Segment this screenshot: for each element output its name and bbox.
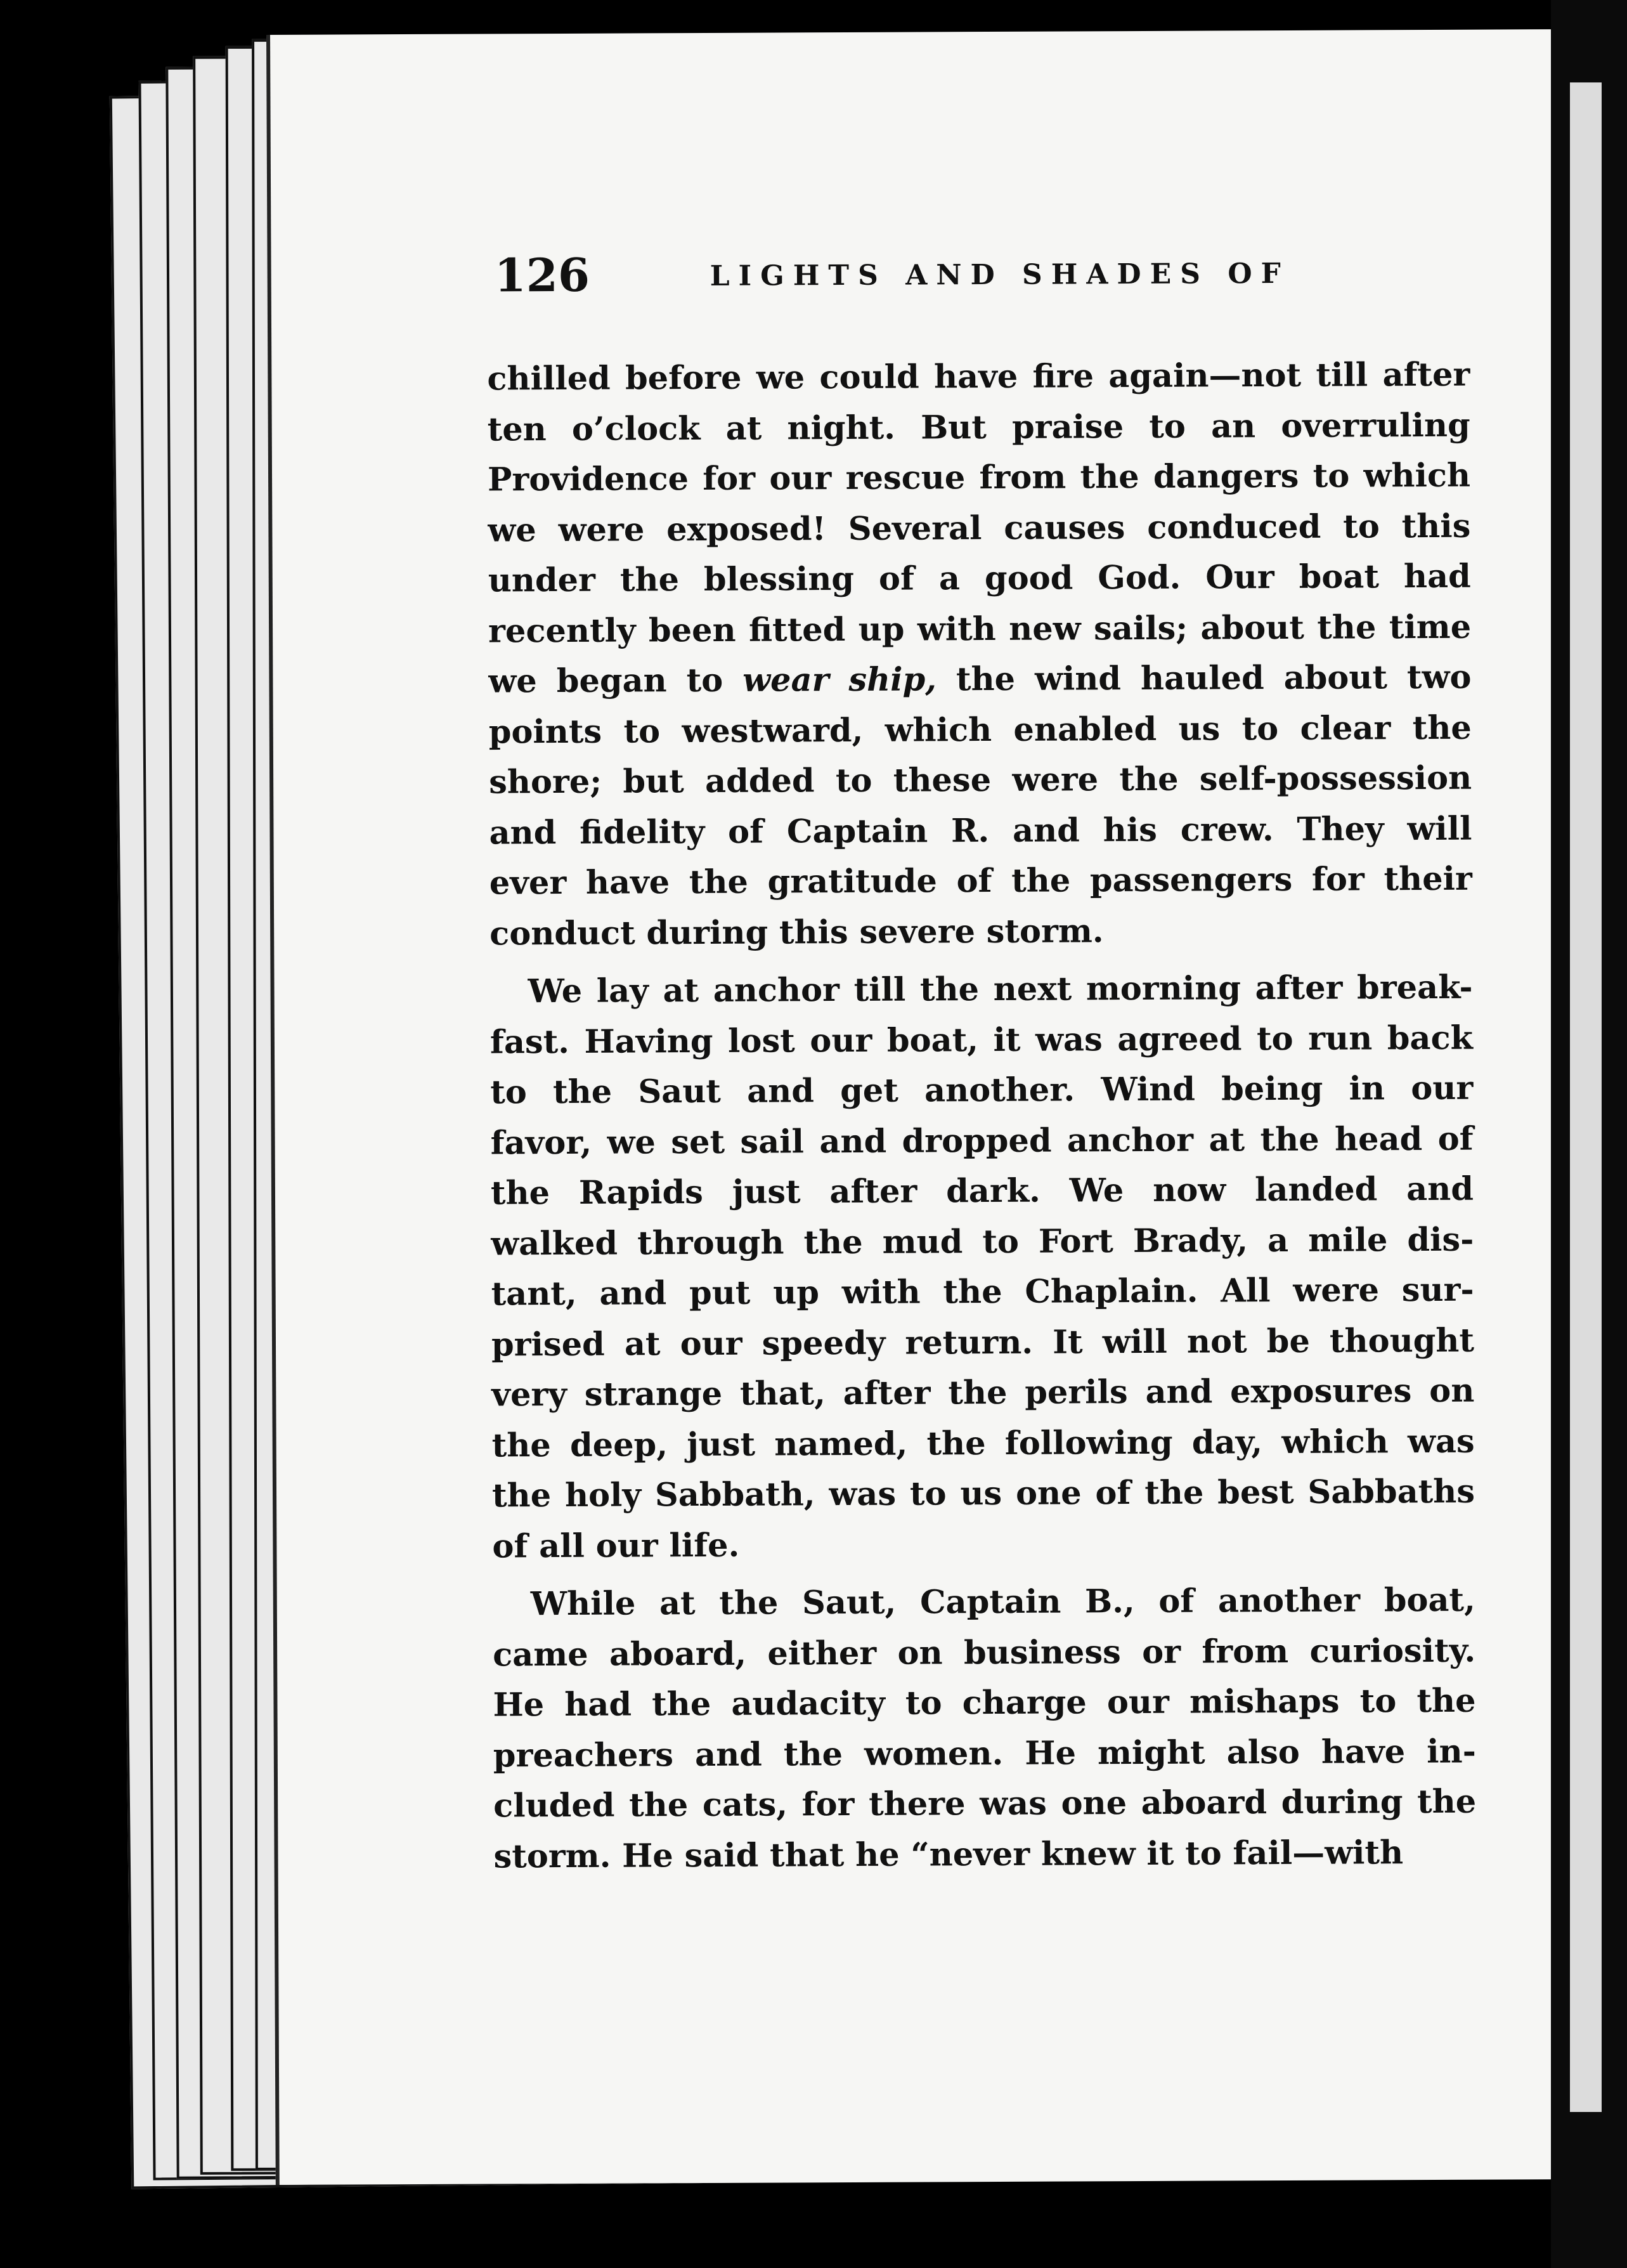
text-line: prised at our speedy return. It will not be thought — [491, 1321, 1475, 1364]
text-line: preachers and the women. He might also have in- — [493, 1732, 1476, 1775]
page-number: 126 — [494, 247, 590, 303]
text-segment: we began to — [488, 661, 743, 701]
text-line: points to westward, which enabled us to clear the — [488, 708, 1472, 751]
text-line: recently been fitted up with new sails; about the time — [488, 608, 1472, 650]
italic-phrase: wear ship, — [742, 660, 937, 700]
text-line: He had the audacity to charge our mishaps to the — [493, 1681, 1476, 1724]
text-segment: the wind hauled about two — [936, 658, 1472, 699]
text-line: came aboard, either on business or from curiosity. — [493, 1631, 1476, 1674]
text-line: We lay at anchor till the next morning after break- — [528, 968, 1473, 1011]
paragraph — [489, 963, 1475, 1572]
text-line: ever have the gratitude of the passengers for their — [489, 859, 1472, 903]
text-line: very strange that, after the perils and exposures on — [491, 1371, 1475, 1414]
text-line: fast. Having lost our boat, it was agreed to run back — [489, 1019, 1474, 1061]
facing-page-shadow — [1551, 0, 1627, 2268]
text-line: the Rapids just after dark. We now landed and — [490, 1170, 1474, 1213]
text-line: conduct during this severe storm. — [489, 911, 1104, 953]
text-line: and fidelity of Captain R. and his crew. They will — [489, 809, 1472, 852]
text-line: storm. He said that he “never knew it to fail—with — [493, 1833, 1404, 1875]
text-line — [488, 653, 1471, 707]
text-line: chilled before we could have fire again—not till after — [487, 355, 1470, 398]
text-line: we were exposed! Several causes conduced to this — [488, 507, 1471, 549]
body-text — [487, 350, 1476, 1882]
text-line: the holy Sabbath, was to us one of the best Sabbaths — [491, 1472, 1475, 1515]
text-line: under the blessing of a good God. Our boat had — [488, 557, 1471, 600]
paragraph — [487, 350, 1472, 960]
running-head: LIGHTS AND SHADES OF — [710, 257, 1290, 292]
text-line: tant, and put up with the Chaplain. All were sur- — [491, 1270, 1474, 1313]
text-line: favor, we set sail and dropped anchor at the head of — [490, 1119, 1474, 1162]
facing-page-edge — [1570, 82, 1602, 2112]
text-line: to the Saut and get another. Wind being in our — [490, 1069, 1474, 1112]
text-line: shore; but added to these were the self-possession — [489, 759, 1472, 802]
text-line: cluded the cats, for there was one aboard during the — [493, 1782, 1477, 1825]
text-line: Providence for our rescue from the dangers to which — [487, 456, 1471, 499]
text-line: of all our life. — [492, 1526, 740, 1565]
text-line: the deep, just named, the following day, which was — [491, 1422, 1475, 1464]
page-header — [494, 244, 1470, 318]
text-line: While at the Saut, Captain B., of another boat, — [530, 1580, 1475, 1624]
paragraph — [493, 1575, 1477, 1882]
book-page — [266, 29, 1569, 2185]
text-line: walked through the mud to Fort Brady, a mile dis- — [491, 1220, 1474, 1263]
text-line: ten o’clock at night. But praise to an overruling — [487, 406, 1470, 448]
